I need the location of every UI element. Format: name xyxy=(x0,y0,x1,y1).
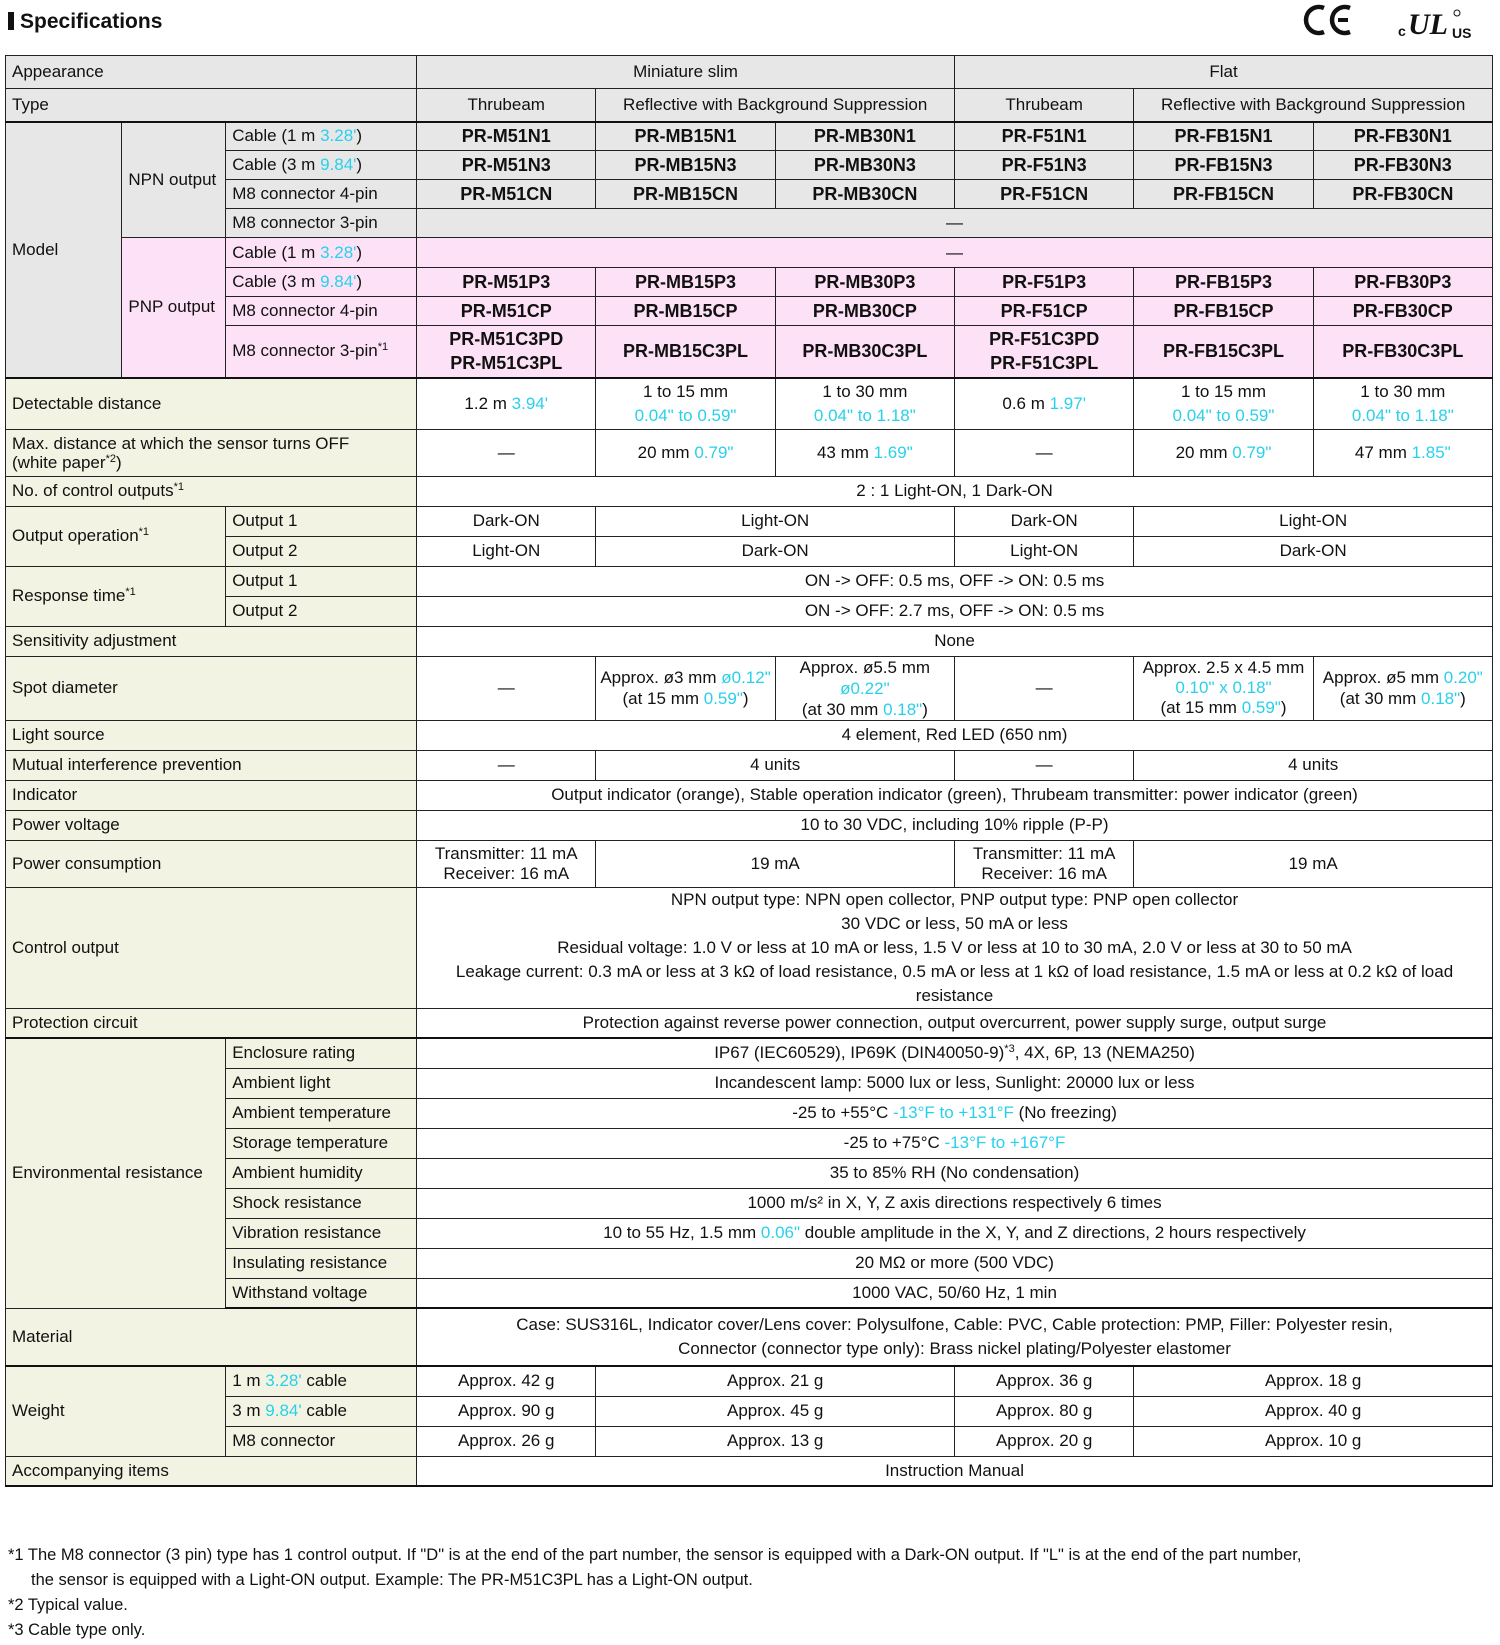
label-spot: Spot diameter xyxy=(6,656,417,720)
insulating-value: 20 MΩ or more (500 VDC) xyxy=(417,1248,1493,1278)
label-sensitivity: Sensitivity adjustment xyxy=(6,626,417,656)
weight-cell: Approx. 90 g xyxy=(417,1396,596,1426)
output-op-cell: Light-ON xyxy=(417,536,596,566)
label-cable3: Cable (3 m 9.84') xyxy=(226,268,417,297)
model-cell: PR-FB15N3 xyxy=(1134,151,1313,180)
maxdist-cell: — xyxy=(417,429,596,476)
model-cell: PR-F51C3PD PR-F51C3PL xyxy=(955,326,1134,378)
ambient-light-value: Incandescent lamp: 5000 lux or less, Sunlight: 20000 lux or less xyxy=(417,1068,1493,1098)
ce-mark-icon xyxy=(1306,7,1350,33)
label-cable1: Cable (1 m 3.28') xyxy=(226,238,417,268)
response-value: ON -> OFF: 0.5 ms, OFF -> ON: 0.5 ms xyxy=(417,566,1493,596)
ambient-temp-value: -25 to +55°C -13°F to +131°F (No freezing) xyxy=(417,1098,1493,1128)
type-thru-flat: Thrubeam xyxy=(955,89,1134,122)
row-withstand xyxy=(6,1278,1493,1308)
model-cell: PR-M51N1 xyxy=(417,122,596,151)
label-maxdist: Max. distance at which the sensor turns OFF (white paper$^{*2}$) xyxy=(6,429,417,476)
title-bar-mark xyxy=(8,12,14,30)
model-cell: PR-F51N3 xyxy=(955,151,1134,180)
row-indicator xyxy=(6,780,1493,810)
weight-cell: Approx. 42 g xyxy=(417,1366,596,1396)
label-control-output: Control output xyxy=(6,887,417,1008)
row-protection xyxy=(6,1008,1493,1038)
footnote-1: *1 The M8 connector (3 pin) type has 1 control output. If "D" is at the end of the part number, the sensor is equipped with a Dark-ON output. If "L" is at the end of the part number, xyxy=(8,1546,1302,1564)
model-cell: PR-MB30P3 xyxy=(775,268,954,297)
model-cell: PR-MB15N3 xyxy=(596,151,775,180)
label-cable1: Cable (1 m 3.28') xyxy=(226,122,417,151)
row-ambient-temp xyxy=(6,1098,1493,1128)
maxdist-cell: 43 mm 1.69" xyxy=(775,429,954,476)
footnote-1-cont: the sensor is equipped with a Light-ON output. Example: The PR-M51C3PL has a Light-ON output. xyxy=(31,1571,753,1589)
control-output-value: NPN output type: NPN open collector, PNP output type: PNP open collector 30 VDC or less, 50 mA or less Residual voltage: 1.0 V or less at 10 mA or less, 1.5 V or less at 10 to 30 mA, 2.0 V or less at 30 to 50 mA Leakage current: 0.3 mA or less at 3 kΩ of load resistance, 0.5 mA or less at 1 kΩ of load resistance, 1.5 mA or less at 0.2 kΩ of load resistance xyxy=(417,887,1493,1008)
weight-cell: Approx. 26 g xyxy=(417,1426,596,1456)
label-m8-3pin: M8 connector 3-pin$^{*1}$ xyxy=(226,326,417,378)
svg-text:c: c xyxy=(1398,23,1406,39)
detect-cell: 1 to 15 mm 0.04" to 0.59" xyxy=(596,378,775,430)
specifications-table xyxy=(5,55,1493,1487)
label-weight: Weight xyxy=(6,1366,226,1456)
row-spot xyxy=(6,656,1493,720)
model-cell: PR-MB30CP xyxy=(775,297,954,326)
model-cell: PR-F51CP xyxy=(955,297,1134,326)
output-op-cell: Dark-ON xyxy=(596,536,955,566)
weight-cell: Approx. 80 g xyxy=(955,1396,1134,1426)
weight-cell: Approx. 40 g xyxy=(1134,1396,1493,1426)
indicator-value: Output indicator (orange), Stable operation indicator (green), Thrubeam transmitter: power indicator (green) xyxy=(417,780,1493,810)
row-npn-cable1 xyxy=(6,122,1493,151)
type-refl-mini: Reflective with Background Suppression xyxy=(596,89,955,122)
power-cell: 19 mA xyxy=(1134,840,1493,887)
model-cell: PR-MB15C3PL xyxy=(596,326,775,378)
label-npn-output: NPN output xyxy=(122,122,226,238)
model-cell: PR-FB15C3PL xyxy=(1134,326,1313,378)
light-source-value: 4 element, Red LED (650 nm) xyxy=(417,720,1493,750)
model-cell: PR-MB15CP xyxy=(596,297,775,326)
row-num-outputs xyxy=(6,476,1493,506)
row-npn-m8-4pin xyxy=(6,180,1493,209)
maxdist-cell: — xyxy=(955,429,1134,476)
detect-cell: 1 to 15 mm 0.04" to 0.59" xyxy=(1134,378,1313,430)
power-voltage-value: 10 to 30 VDC, including 10% ripple (P-P) xyxy=(417,810,1493,840)
label-pnp-output: PNP output xyxy=(122,238,226,378)
label-ambient-light: Ambient light xyxy=(226,1068,417,1098)
row-sensitivity xyxy=(6,626,1493,656)
row-type xyxy=(6,89,1493,122)
label-output1: Output 1 xyxy=(226,506,417,536)
label-accompanying: Accompanying items xyxy=(6,1456,417,1486)
label-indicator: Indicator xyxy=(6,780,417,810)
mutual-cell: — xyxy=(955,750,1134,780)
weight-cell: Approx. 13 g xyxy=(596,1426,955,1456)
output-op-cell: Light-ON xyxy=(596,506,955,536)
model-cell: PR-F51N1 xyxy=(955,122,1134,151)
enclosure-value: IP67 (IEC60529), IP69K $(DIN40050-9)^{*3}$, 4X, 6P, 13 (NEMA250) xyxy=(417,1038,1493,1068)
label-m8-3pin: M8 connector 3-pin xyxy=(226,209,417,238)
mutual-cell: — xyxy=(417,750,596,780)
row-pnp-cable1 xyxy=(6,238,1493,268)
row-humidity xyxy=(6,1158,1493,1188)
label-appearance: Appearance xyxy=(6,56,417,89)
shock-value: 1000 m/s² in X, Y, Z axis directions respectively 6 times xyxy=(417,1188,1493,1218)
row-mutual xyxy=(6,750,1493,780)
type-refl-flat: Reflective with Background Suppression xyxy=(1134,89,1493,122)
model-cell: PR-M51CP xyxy=(417,297,596,326)
model-cell: PR-MB15N1 xyxy=(596,122,775,151)
maxdist-cell: 47 mm 1.85" xyxy=(1313,429,1492,476)
label-m8-4pin: M8 connector 4-pin xyxy=(226,297,417,326)
label-type: Type xyxy=(6,89,417,122)
row-response-2 xyxy=(6,596,1493,626)
detect-cell: 0.6 m 1.97' xyxy=(955,378,1134,430)
type-thru-mini: Thrubeam xyxy=(417,89,596,122)
row-weight-1m xyxy=(6,1366,1493,1396)
row-ambient-light xyxy=(6,1068,1493,1098)
cul-us-mark-icon xyxy=(1398,8,1471,41)
row-material xyxy=(6,1308,1493,1366)
label-protection: Protection circuit xyxy=(6,1008,417,1038)
spot-cell: — xyxy=(417,656,596,720)
label-output2: Output 2 xyxy=(226,596,417,626)
label-power-consumption: Power consumption xyxy=(6,840,417,887)
row-insulating xyxy=(6,1248,1493,1278)
model-cell: PR-M51C3PD PR-M51C3PL xyxy=(417,326,596,378)
label-weight-m8: M8 connector xyxy=(226,1426,417,1456)
row-shock xyxy=(6,1188,1493,1218)
row-enclosure xyxy=(6,1038,1493,1068)
detect-cell: 1 to 30 mm 0.04" to 1.18" xyxy=(775,378,954,430)
response-value: ON -> OFF: 2.7 ms, OFF -> ON: 0.5 ms xyxy=(417,596,1493,626)
row-light-source xyxy=(6,720,1493,750)
row-weight-3m xyxy=(6,1396,1493,1426)
model-none: — xyxy=(417,209,1493,238)
spot-cell: Approx. ø5 mm 0.20" (at 30 mm 0.18") xyxy=(1313,656,1492,720)
protection-value: Protection against reverse power connection, output overcurrent, power supply surge, output surge xyxy=(417,1008,1493,1038)
spot-cell: — xyxy=(955,656,1134,720)
accompanying-value: Instruction Manual xyxy=(417,1456,1493,1486)
material-value: Case: SUS316L, Indicator cover/Lens cover: Polysulfone, Cable: PVC, Cable protection: PMP, Filler: Polyester resin, Connector (connector type only): Brass nickel plating/Polyester elastomer xyxy=(417,1308,1493,1366)
model-cell: PR-FB30CN xyxy=(1313,180,1492,209)
label-output2: Output 2 xyxy=(226,536,417,566)
label-weight-3m: 3 m 9.84' cable xyxy=(226,1396,417,1426)
weight-cell: Approx. 21 g xyxy=(596,1366,955,1396)
detect-cell: 1 to 30 mm 0.04" to 1.18" xyxy=(1313,378,1492,430)
detect-cell: 1.2 m 3.94' xyxy=(417,378,596,430)
row-output-op-1 xyxy=(6,506,1493,536)
output-op-cell: Dark-ON xyxy=(955,506,1134,536)
num-outputs-value: 2 : 1 Light-ON, 1 Dark-ON xyxy=(417,476,1493,506)
output-op-cell: Light-ON xyxy=(1134,506,1493,536)
model-cell: PR-F51P3 xyxy=(955,268,1134,297)
label-light-source: Light source xyxy=(6,720,417,750)
row-weight-m8 xyxy=(6,1426,1493,1456)
spot-cell: Approx. ø3 mm ø0.12" (at 15 mm 0.59") xyxy=(596,656,775,720)
model-none: — xyxy=(417,238,1493,268)
withstand-value: 1000 VAC, 50/60 Hz, 1 min xyxy=(417,1278,1493,1308)
row-pnp-cable3 xyxy=(6,268,1493,297)
certification-logos xyxy=(1302,0,1482,46)
appearance-flat: Flat xyxy=(955,56,1493,89)
power-cell: Transmitter: 11 mA Receiver: 16 mA xyxy=(417,840,596,887)
output-op-cell: Dark-ON xyxy=(1134,536,1493,566)
label-power-voltage: Power voltage xyxy=(6,810,417,840)
model-cell: PR-M51P3 xyxy=(417,268,596,297)
row-appearance xyxy=(6,56,1493,89)
mutual-cell: 4 units xyxy=(596,750,955,780)
row-vibration xyxy=(6,1218,1493,1248)
row-detectable xyxy=(6,378,1493,430)
svg-text:UL: UL xyxy=(1408,8,1448,41)
label-detectable: Detectable distance xyxy=(6,378,417,430)
model-cell: PR-MB30N1 xyxy=(775,122,954,151)
weight-cell: Approx. 10 g xyxy=(1134,1426,1493,1456)
label-output-operation: Output operation$^{*1}$ xyxy=(6,506,226,566)
weight-cell: Approx. 36 g xyxy=(955,1366,1134,1396)
label-num-outputs: No. of control outputs$^{*1}$ xyxy=(6,476,417,506)
power-cell: 19 mA xyxy=(596,840,955,887)
label-cable3: Cable (3 m 9.84') xyxy=(226,151,417,180)
maxdist-cell: 20 mm 0.79" xyxy=(596,429,775,476)
label-enclosure: Enclosure rating xyxy=(226,1038,417,1068)
appearance-mini: Miniature slim xyxy=(417,56,955,89)
footnote-3: *3 Cable type only. xyxy=(8,1621,146,1639)
output-op-cell: Dark-ON xyxy=(417,506,596,536)
maxdist-cell: 20 mm 0.79" xyxy=(1134,429,1313,476)
model-cell: PR-MB15P3 xyxy=(596,268,775,297)
spot-cell: Approx. ø5.5 mm ø0.22" (at 30 mm 0.18") xyxy=(775,656,954,720)
model-cell: PR-F51CN xyxy=(955,180,1134,209)
output-op-cell: Light-ON xyxy=(955,536,1134,566)
model-cell: PR-MB30CN xyxy=(775,180,954,209)
label-mutual: Mutual interference prevention xyxy=(6,750,417,780)
row-maxdist xyxy=(6,429,1493,476)
footnote-2: *2 Typical value. xyxy=(8,1596,128,1614)
label-response-time: Response time$^{*1}$ xyxy=(6,566,226,626)
model-cell: PR-MB15CN xyxy=(596,180,775,209)
spot-cell: Approx. 2.5 x 4.5 mm 0.10" x 0.18" (at 15 mm 0.59") xyxy=(1134,656,1313,720)
row-control-output xyxy=(6,887,1493,1008)
label-weight-1m: 1 m 3.28' cable xyxy=(226,1366,417,1396)
label-ambient-temp: Ambient temperature xyxy=(226,1098,417,1128)
label-humidity: Ambient humidity xyxy=(226,1158,417,1188)
footnotes xyxy=(8,1543,1488,1643)
weight-cell: Approx. 18 g xyxy=(1134,1366,1493,1396)
model-cell: PR-FB30N1 xyxy=(1313,122,1492,151)
model-cell: PR-MB30C3PL xyxy=(775,326,954,378)
row-output-op-2 xyxy=(6,536,1493,566)
model-cell: PR-FB30P3 xyxy=(1313,268,1492,297)
weight-cell: Approx. 20 g xyxy=(955,1426,1134,1456)
row-pnp-m8-4pin xyxy=(6,297,1493,326)
storage-temp-value: -25 to +75°C -13°F to +167°F xyxy=(417,1128,1493,1158)
label-vibration: Vibration resistance xyxy=(226,1218,417,1248)
label-insulating: Insulating resistance xyxy=(226,1248,417,1278)
model-cell: PR-FB15P3 xyxy=(1134,268,1313,297)
humidity-value: 35 to 85% RH (No condensation) xyxy=(417,1158,1493,1188)
svg-text:US: US xyxy=(1452,25,1472,41)
model-cell: PR-FB30C3PL xyxy=(1313,326,1492,378)
row-pnp-m8-3pin xyxy=(6,326,1493,378)
label-m8-4pin: M8 connector 4-pin xyxy=(226,180,417,209)
row-power-voltage xyxy=(6,810,1493,840)
sensitivity-value: None xyxy=(417,626,1493,656)
row-npn-cable3 xyxy=(6,151,1493,180)
label-shock: Shock resistance xyxy=(226,1188,417,1218)
page-title xyxy=(8,10,162,34)
model-cell: PR-FB15CN xyxy=(1134,180,1313,209)
page-title-text: Specifications xyxy=(20,10,163,33)
mutual-cell: 4 units xyxy=(1134,750,1493,780)
label-model: Model xyxy=(6,122,122,378)
model-cell: PR-M51N3 xyxy=(417,151,596,180)
row-accompanying xyxy=(6,1456,1493,1486)
label-output1: Output 1 xyxy=(226,566,417,596)
row-power-consumption xyxy=(6,840,1493,887)
model-cell: PR-FB30CP xyxy=(1313,297,1492,326)
vibration-value: 10 to 55 Hz, 1.5 mm 0.06" double amplitude in the X, Y, and Z directions, 2 hours respectively xyxy=(417,1218,1493,1248)
power-cell: Transmitter: 11 mA Receiver: 16 mA xyxy=(955,840,1134,887)
row-response-1 xyxy=(6,566,1493,596)
label-material: Material xyxy=(6,1308,417,1366)
model-cell: PR-FB15CP xyxy=(1134,297,1313,326)
row-storage-temp xyxy=(6,1128,1493,1158)
model-cell: PR-FB15N1 xyxy=(1134,122,1313,151)
label-storage-temp: Storage temperature xyxy=(226,1128,417,1158)
row-npn-m8-3pin xyxy=(6,209,1493,238)
label-withstand: Withstand voltage xyxy=(226,1278,417,1308)
model-cell: PR-MB30N3 xyxy=(775,151,954,180)
model-cell: PR-M51CN xyxy=(417,180,596,209)
model-cell: PR-FB30N3 xyxy=(1313,151,1492,180)
label-env: Environmental resistance xyxy=(6,1038,226,1308)
weight-cell: Approx. 45 g xyxy=(596,1396,955,1426)
